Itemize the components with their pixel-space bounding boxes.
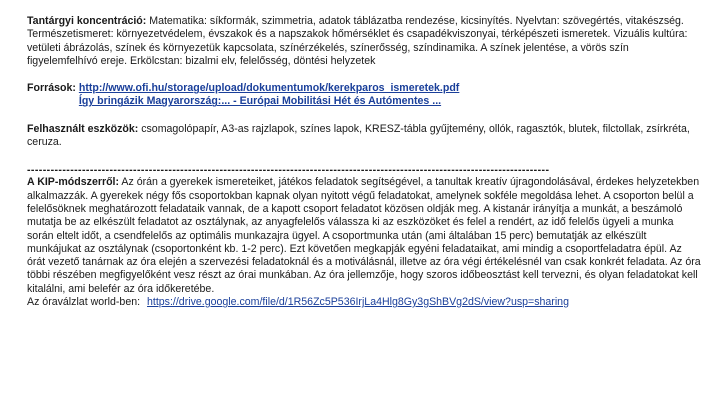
video-label: Az óraválzlat world-ben:	[27, 296, 141, 309]
source-link-ofi[interactable]: http://www.ofi.hu/storage/upload/dokumentumok/kerekparos_ismeretek.pdf	[78, 82, 460, 95]
koncentracio-text: Matematika: síkformák, szimmetria, adatok táblázatba rendezése, kicsinyítés. Nyelvtan: szövegértés, vitakészség. Természetismeret: környezetvédelem, évszakok és a napszakok hőmérséklet és csapadékviszonyai, térképészeti ismeretek. Vizuális kultúra: vetületi ábrázolás, színek és környezetük kapcsolata, színérzékelés, színerősség, színdinamika. A színek jelentése, a vörös szín figyelemfelhívó ereje. Erkölcstan: bizalmi elv, felelősség, döntési helyzetek	[27, 15, 688, 67]
video-line	[27, 296, 702, 309]
koncentracio-paragraph	[27, 15, 702, 68]
kip-text: Az órán a gyerekek ismereteiket, játékos feladatok segítségével, a tanultak kreatív újragondolásával, érdekes helyzetekben alkalmazzák. A gyerekek négy fős csoportokban kapnak olyan nyitott végű feladatokat, amelynek sokféle megoldása lehet. A csoporton belül a felelősöknek meghatározott feladataik vannak, de a kapott csoport feladatot közösen oldják meg. A kistanár irányítja a munkát, a beszámoló mutatja be az elkészült feladatot az osztálynak, az anyagfelelős válassza ki az eszközöket és felel a rendért, az idő felelős ügyeli a munka során eltelt időt, a csendfelelős az optimális munkazajra ügyel. A csoportmunka után (ami általában 15 perc) bemutatják az elkészült munkájukat az osztálynak (csoportonként kb. 1-2 perc). Ezt követően megkapják egyéni feladataikat, ami mindig a csoportfeladatra épül. Az órát vezető tanárnak az óra elején a szervezési feladatoknál és a motiválásnál, illetve az óra végi értékelésnél van csak konkrét feladata. Az óra többi részében megfigyelőként vesz részt az órai munkában. Az óra jellemzője, hogy szoros időbeosztást kell tervezni, és olyan feladatokat kell kitalálni, ami belefér az óra időkeretébe.	[27, 176, 701, 295]
eszkozok-text: csomagolópapír, A3-as rajzlapok, színes lapok, KRESZ-tábla gyűjtemény, ollók, ragasztók, blutek, filctollak, zsírkréta, ceruza.	[27, 122, 690, 149]
koncentracio-label: Tantárgyi koncentráció:	[27, 15, 147, 27]
source-link-mobilitasi-het[interactable]: Így bringázik Magyarország:... - Európai Mobilitási Hét és Autómentes ...	[78, 95, 442, 108]
forrasok-label: Források:	[27, 82, 76, 95]
dashed-divider: -------------------------------------------------------------------------------------------------------------------------------------	[27, 164, 550, 177]
eszkozok-label: Felhasznált eszközök:	[27, 122, 139, 135]
kip-paragraph	[27, 176, 702, 309]
kip-label: A KIP-módszerről:	[27, 176, 120, 189]
eszkozok-paragraph	[27, 123, 702, 150]
forrasok-section	[27, 82, 702, 109]
video-link[interactable]: https://drive.google.com/file/d/1R56Zc5P536IrjLa4Hlg8Gy3gShBVg2dS/view?usp=sharing	[147, 296, 569, 309]
forrasok-links	[79, 82, 459, 109]
